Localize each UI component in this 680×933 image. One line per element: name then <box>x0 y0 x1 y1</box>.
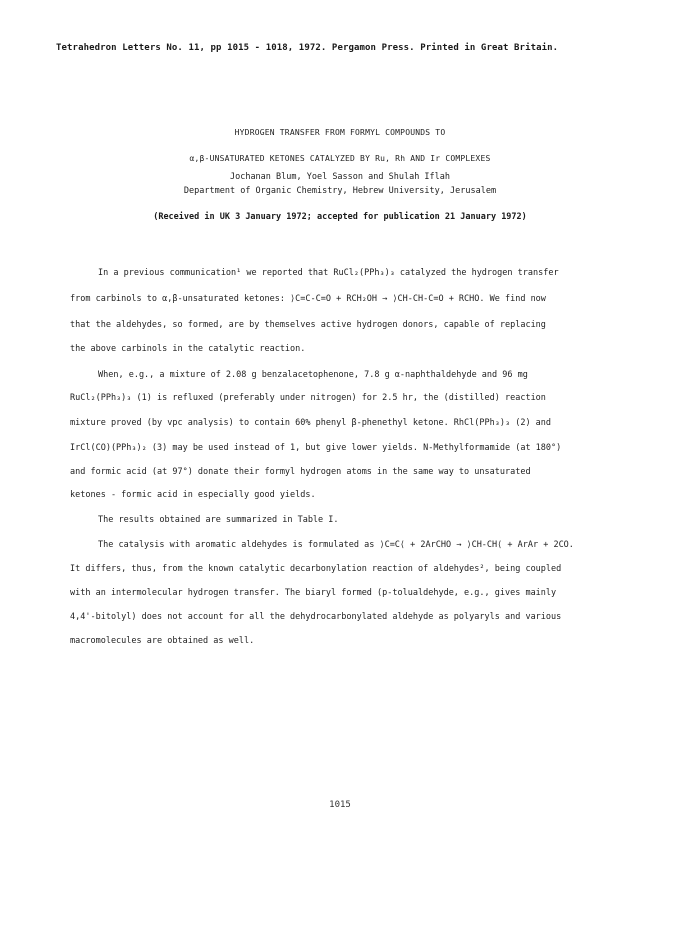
body-line: macromolecules are obtained as well. <box>70 636 255 646</box>
body-line: When, e.g., a mixture of 2.08 g benzalacetophenone, 7.8 g α-naphthaldehyde and 96 mg <box>98 370 528 380</box>
author-list: Jochanan Blum, Yoel Sasson and Shulah Iflah <box>229 172 451 182</box>
body-line: The catalysis with aromatic aldehydes is formulated as ⟩C=C⟨ + 2ArCHO → ⟩CH-CH⟨ + ArAr + 2CO. <box>98 540 574 550</box>
page-number: 1015 <box>329 800 351 810</box>
affiliation: Department of Organic Chemistry, Hebrew University, Jerusalem <box>183 186 497 196</box>
body-line: 4,4'-bitolyl) does not account for all the dehydrocarbonylated aldehyde as polyaryls and various <box>70 612 562 622</box>
body-line: with an intermolecular hydrogen transfer. The biaryl formed (p-tolualdehyde, e.g., gives mainly <box>70 588 557 598</box>
body-line: In a previous communication¹ we reported that RuCl₂(PPh₃)₃ catalyzed the hydrogen transfer <box>98 268 559 278</box>
article-title-line-1: HYDROGEN TRANSFER FROM FORMYL COMPOUNDS TO <box>234 128 446 137</box>
body-line: mixture proved (by vpc analysis) to contain 60% phenyl β-phenethyl ketone. RhCl(PPh₃)₃ (2) and <box>70 418 552 428</box>
body-line: and formic acid (at 97°) donate their formyl hydrogen atoms in the same way to unsaturated <box>70 467 531 477</box>
body-line: It differs, thus, from the known catalytic decarbonylation reaction of aldehydes², being coupled <box>70 564 562 574</box>
body-line: that the aldehydes, so formed, are by themselves active hydrogen donors, capable of replacing <box>70 320 546 330</box>
journal-citation-header: Tetrahedron Letters No. 11, pp 1015 - 1018, 1972. Pergamon Press. Printed in Great Britain. <box>56 43 559 53</box>
received-dates: (Received in UK 3 January 1972; accepted for publication 21 January 1972) <box>153 212 527 222</box>
body-line: ketones - formic acid in especially good yields. <box>70 490 316 500</box>
article-title-line-2: α,β-UNSATURATED KETONES CATALYZED BY Ru, Rh AND Ir COMPLEXES <box>189 154 491 163</box>
body-line: IrCl(CO)(PPh₃)₂ (3) may be used instead of 1, but give lower yields. N-Methylformamide (at 180°) <box>70 443 562 453</box>
body-line: RuCl₂(PPh₃)₃ (1) is refluxed (preferably under nitrogen) for 2.5 hr, the (distilled) reaction <box>70 393 546 403</box>
body-line: The results obtained are summarized in Table I. <box>98 515 339 525</box>
body-line: from carbinols to α,β-unsaturated ketones: ⟩C=C-C=O + RCH₂OH → ⟩CH-CH-C=O + RCHO. We find now <box>70 294 546 304</box>
body-line: the above carbinols in the catalytic reaction. <box>70 344 306 354</box>
